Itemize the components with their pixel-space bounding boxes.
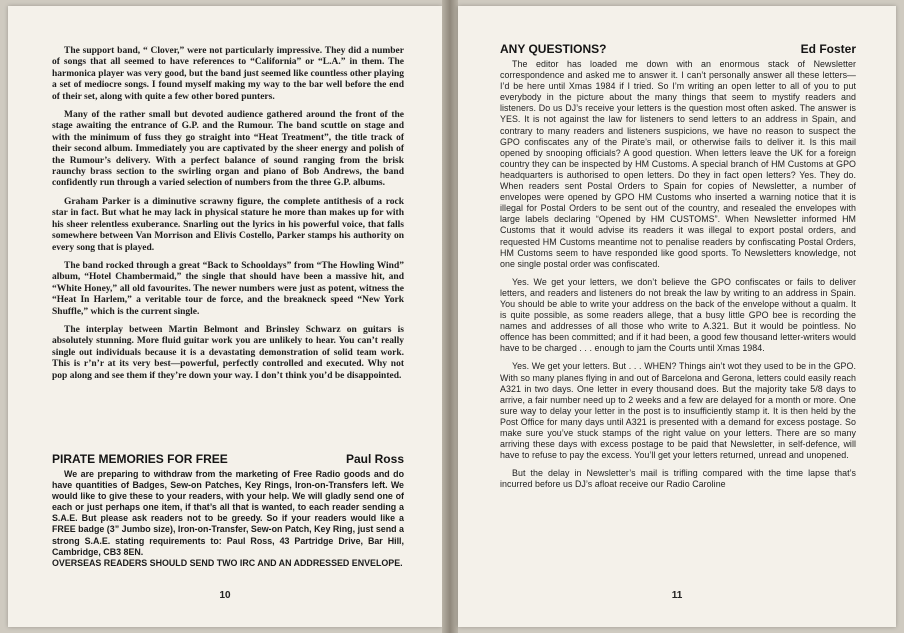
questions-paragraph-4: But the delay in Newsletter’s mail is trifling compared with the time lapse that’s incurred before us DJ’s afloat receive our Radio Caroline bbox=[500, 468, 856, 490]
left-page-number: 10 bbox=[219, 590, 231, 601]
any-questions-article bbox=[500, 42, 856, 497]
questions-paragraph-2: Yes. We get your letters, we don’t believe the GPO confiscates or fails to deliver letters, and readers and listeners do not break the law by writing to an address in Spain. You should be able to write your address on the back of the envelope without a qualm. It is quite possible, as some readers allege, that a busy little GPO bee is recording the names and addresses of all those who write to A.321. But it would be pointless. No offence has been committed; and if it had been, a good few thousand letter-writers would have to be charged . . . enough to jam the Courts until Xmas 1984. bbox=[500, 276, 856, 354]
left-page bbox=[8, 6, 442, 627]
review-paragraph-5: The interplay between Martin Belmont and Brinsley Schwarz on guitars is absolutely stunning. More fluid guitar work you are unlikely to hear. You can’t really single out individuals because it is a devastating demonstration of solid team work. This is r’n’r at its very best—powerful, perfectly controlled and executed. Why not pop along and see them if they’re down your way. I don’t think you’d be disappointed. bbox=[52, 324, 404, 381]
right-page-number: 11 bbox=[671, 590, 683, 601]
pirate-author: Paul Ross bbox=[345, 452, 404, 466]
any-questions-author: Ed Foster bbox=[800, 42, 856, 56]
review-paragraph-3: Graham Parker is a diminutive scrawny figure, the complete antithesis of a rock star in fact. But what he may lack in physical stature he more than makes up for with his sheer relentless exuberance. Snarling out the lyrics in his powerful voice, that falls somewhere between Van Morrison and Elivis Costello, Parker stamps his authority on every song that is played. bbox=[52, 196, 404, 253]
any-questions-title: ANY QUESTIONS? bbox=[500, 42, 607, 56]
questions-paragraph-1: The editor has loaded me down with an enormous stack of Newsletter correspondence and asked me to answer it. I can’t personally answer all these letters—I’d be here until Xmas 1984 if I tried. So I’m writing an open letter to all of you to put everybody in the picture about the many things that seem to mystify readers and listeners. Do us DJ’s receive your letters is the question most often asked. The answer is YES. It is not against the law for listeners to send letters to an address in Spain, and contrary to many readers and listeners suspicions, we have no reason to suspect the GPO confiscates any of the Pirate’s mail, or otherwise fails to deliver it. Is this mail opened by snooping officials? A good question. When letters leave the UK for a foreign country they can be inspected by HM Customs. A special branch of HM Customs at GPO headquarters is authorised to open letters. Do they in fact open letters? Yes. They do. When readers sent Postal Orders to Spain for copies of Newsletter, a number of envelopes were opened by GPO HM Customs who inserted a warning notice that it is illegal for Postal Orders to be sent out of the country, and resealed the envelopes with large labels declaring “Opened by HM CUSTOMS”. When Newsletter informed HM Customs that it would advise its readers it was illegal to export postal orders, and requested HM Customs meantime not to penalise readers by confiscating Postal Orders, HM Customs seem to have responded like good sports. To Newsletters knowledge, not one single postal order was confiscated. bbox=[500, 59, 856, 269]
review-paragraph-1: The support band, “ Clover,” were not particularly impressive. They did a number of songs that all seemed to have references to “California” or “L.A.” in them. The harmonica player was very good, but the band just seemed like countless other playing a set of mediocre songs. I found myself making my way to the bar well before the end of their set, along with quite a few other bored punters. bbox=[52, 46, 404, 102]
concert-review-article bbox=[52, 46, 404, 389]
pirate-title: PIRATE MEMORIES FOR FREE bbox=[52, 452, 228, 466]
review-paragraph-2: Many of the rather small but devoted audience gathered around the front of the stage awaiting the entrance of G.P. and the Rumour. The band scuttle on stage and with the minimum of fuss they go straight into “Heat Treatment”, the title track of their second album. Immediately you are captivated by the sheer energy and polish of the Rumour’s delivery. With a perfect balance of sound ranging from the brisk raunchy brass section to the swirling organ and piano of Bob Andrews, the band confidently run through a varied selection of numbers from the three G.P. albums. bbox=[52, 110, 404, 189]
review-paragraph-4: The band rocked through a great “Back to Schooldays” from “The Howling Wind” album, “Hotel Chambermaid,” the single that should have been a massive hit, and “White Honey,” all old favourites. The newer numbers were just as potent, witness the “Heat In Harlem,” a veritable tour de force, and the breakneck speed “New York Shuffle,” which is the current single. bbox=[52, 260, 404, 317]
any-questions-header bbox=[500, 42, 856, 56]
pirate-memories-section bbox=[52, 452, 404, 569]
pirate-header bbox=[52, 452, 404, 466]
right-page bbox=[458, 6, 896, 627]
pirate-body: We are preparing to withdraw from the marketing of Free Radio goods and do have quantities of Badges, Sew-on Patches, Key Rings, Iron-on-Transfers left. We would like to give these to your readers, with your help. We will gladly send one of each or just perhaps one item, if that’s all that is wanted, to each reader sending a S.A.E. But please ask readers not to be greedy. So if your readers would like a FREE badge (3” Jumbo size), Iron-on-Transfer, Sew-on Patch, Key Ring, just send a strong S.A.E. stating requirements to: Paul Ross, 43 Partridge Drive, Bar Hill, Cambridge, CB3 8EN. bbox=[52, 469, 404, 557]
pirate-overseas-note: OVERSEAS READERS SHOULD SEND TWO IRC AND AN ADDRESSED ENVELOPE. bbox=[52, 557, 403, 568]
questions-paragraph-3: Yes. We get your letters. But . . . WHEN? Things ain’t wot they used to be in the GPO. With so many planes flying in and out of Barcelona and Gerona, letters could easily reach A321 in two days. One letter in every thousand does. But the majority take 5/8 days to arrive, a fair number need up to 2 weeks and a few are delayed for a month or more. One sure way to delay your letter in the post is to insufficiently stamp it. It is then held by the Post Office for many days until A321 is presented with a demand for excess postage. So make sure you’ve stuck stamps of the right value on your letters. There are so many arriving these days with excess postage to be paid that Newsletter, in self-defence, will have to refuse to pay the excess. You’ll get your letters returned, unread and unopened. bbox=[500, 361, 856, 461]
book-gutter bbox=[442, 0, 458, 633]
